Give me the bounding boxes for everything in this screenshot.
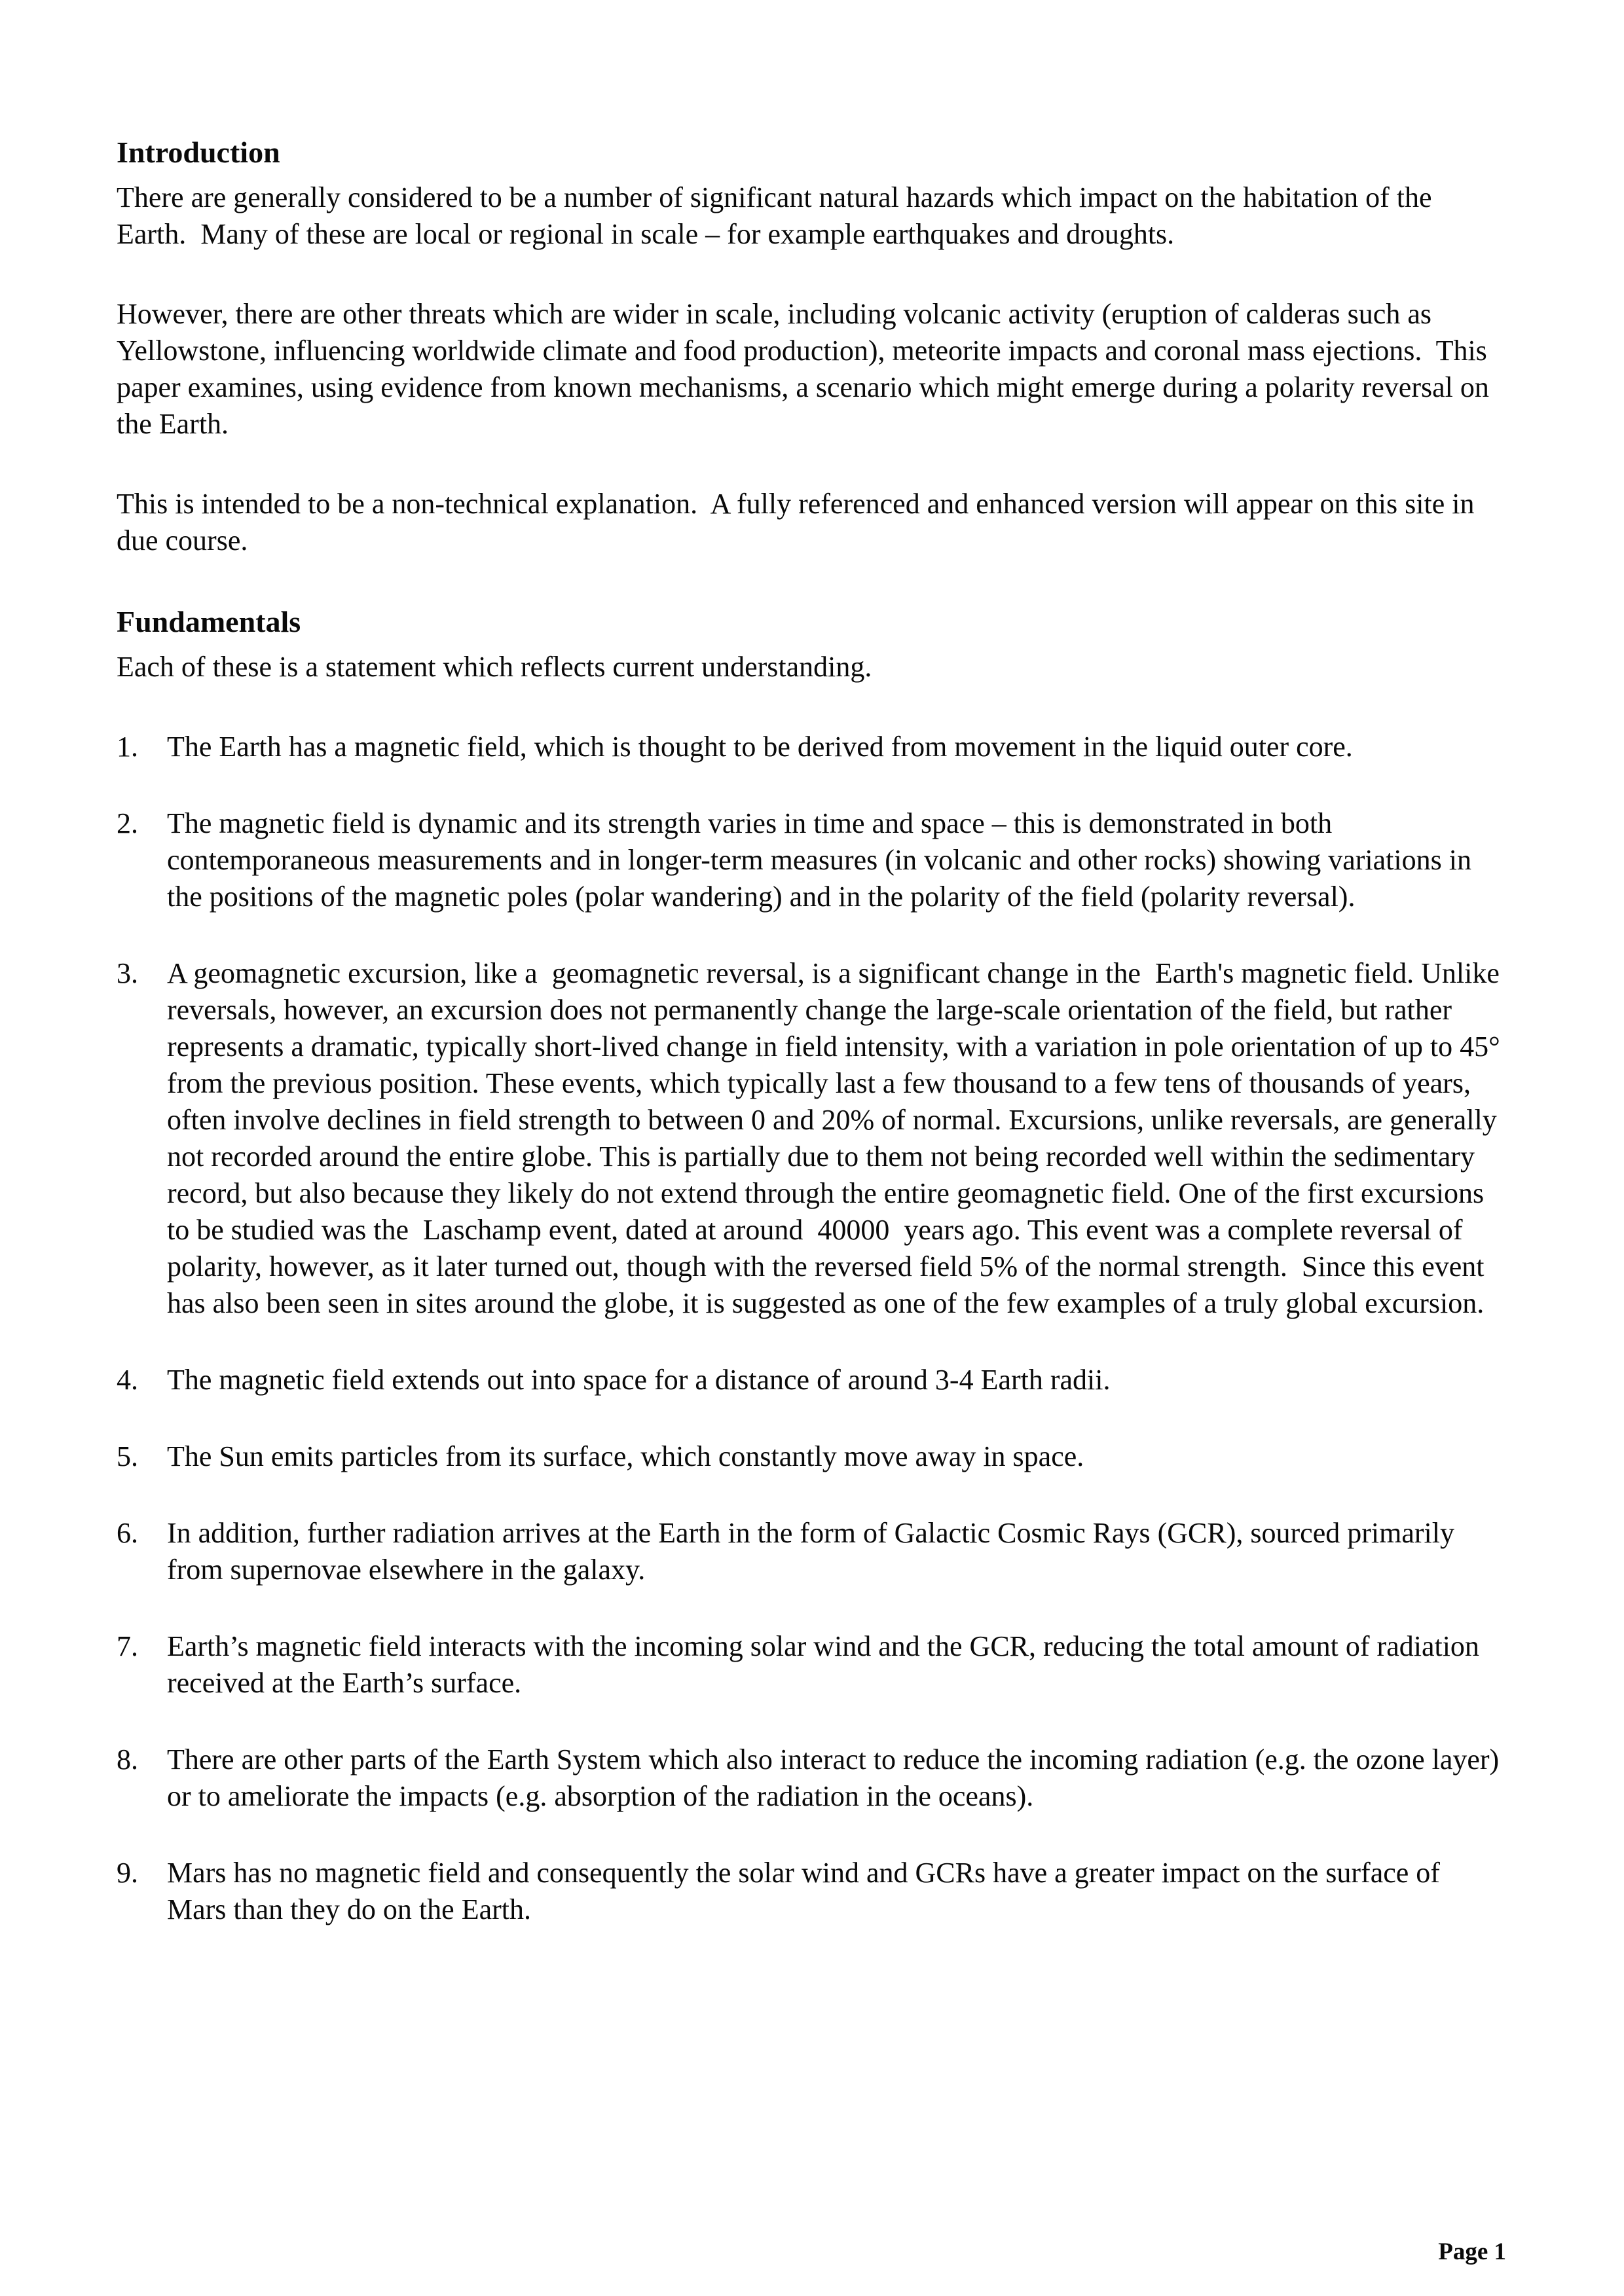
list-item-2 — [117, 805, 1506, 915]
list-item-7-text: Earth’s magnetic field interacts with the incoming solar wind and the GCR, reducing the total amount of radiation received at the Earth’s surface. — [167, 1630, 1486, 1699]
list-item-1 — [117, 729, 1506, 765]
list-item-4-number: 4. — [117, 1364, 138, 1396]
list-item-4-text: The magnetic field extends out into space for a distance of around 3-4 Earth radii. — [167, 1364, 1111, 1396]
list-item-9-number: 9. — [117, 1857, 138, 1889]
list-item-2-text: The magnetic field is dynamic and its strength varies in time and space – this is demonstrated in both contemporaneous measurements and in longer-term measures (in volcanic and other rocks) showing variations in the positions of the magnetic poles (polar wandering) and in the polarity of the field (polarity reversal). — [167, 807, 1479, 913]
list-item-6-number: 6. — [117, 1517, 138, 1549]
list-item-2-number: 2. — [117, 807, 138, 839]
section-heading-fundamentals: Fundamentals — [117, 605, 301, 638]
list-item-3-text: A geomagnetic excursion, like a geomagnetic reversal, is a significant change in the Earth's magnetic field. Unlike reversals, however, an excursion does not permanently change the large-scale orientation of the field, but rather represents a dramatic, typically short-lived change in field intensity, with a variation in pole orientation of up to 45° from the previous position. These events, which typically last a few thousand to a few tens of thousands of years, often involve declines in field strength to between 0 and 20% of normal. Excursions, unlike reversals, are generally not recorded around the entire globe. This is partially due to them not being recorded well within the sedimentary record, but also because they likely do not extend through the entire geomagnetic field. One of the first excursions to be studied was the Laschamp event, dated at around 40000 years ago. This event was a complete reversal of polarity, however, as it later turned out, though with the reversed field 5% of the normal strength. Since this event has also been seen in sites around the globe, it is suggested as one of the few examples of a truly global excursion. — [167, 957, 1507, 1319]
document-content — [117, 134, 1506, 1928]
intro-paragraph-1: There are generally considered to be a number of significant natural hazards which impact on the habitation of the Earth. Many of these are local or regional in scale – for example earthquakes and droughts. — [117, 181, 1439, 250]
list-item-3 — [117, 955, 1506, 1322]
list-item-6 — [117, 1515, 1506, 1588]
list-item-9 — [117, 1855, 1506, 1928]
list-item-4 — [117, 1362, 1506, 1398]
section-heading-introduction: Introduction — [117, 136, 280, 169]
fundamentals-lead: Each of these is a statement which reflects current understanding. — [117, 651, 872, 683]
intro-paragraph-2: However, there are other threats which are wider in scale, including volcanic activity (eruption of calderas such as Yellowstone, influencing worldwide climate and food production), meteorite impacts and coronal mass ejections. This paper examines, using evidence from known mechanisms, a scenario which might emerge during a polarity reversal on the Earth. — [117, 298, 1496, 440]
list-item-6-text: In addition, further radiation arrives at the Earth in the form of Galactic Cosmic Rays (GCR), sourced primarily from supernovae elsewhere in the galaxy. — [167, 1517, 1462, 1586]
page-number: Page 1 — [1438, 2238, 1506, 2265]
list-item-7-number: 7. — [117, 1630, 138, 1662]
list-item-9-text: Mars has no magnetic field and consequently the solar wind and GCRs have a greater impact on the surface of Mars than they do on the Earth. — [167, 1857, 1447, 1925]
fundamentals-list — [117, 729, 1506, 1928]
list-item-5 — [117, 1438, 1506, 1475]
list-item-1-number: 1. — [117, 731, 138, 763]
list-item-7 — [117, 1628, 1506, 1702]
list-item-8-number: 8. — [117, 1743, 138, 1776]
list-item-3-number: 3. — [117, 957, 138, 989]
list-item-5-number: 5. — [117, 1440, 138, 1472]
intro-paragraph-3: This is intended to be a non-technical explanation. A fully referenced and enhanced version will appear on this site in due course. — [117, 488, 1482, 556]
list-item-8-text: There are other parts of the Earth System which also interact to reduce the incoming radiation (e.g. the ozone layer) or to ameliorate the impacts (e.g. absorption of the radiation in the oceans). — [167, 1743, 1507, 1812]
list-item-8 — [117, 1741, 1506, 1815]
list-item-1-text: The Earth has a magnetic field, which is thought to be derived from movement in the liquid outer core. — [167, 731, 1353, 763]
list-item-5-text: The Sun emits particles from its surface, which constantly move away in space. — [167, 1440, 1084, 1472]
